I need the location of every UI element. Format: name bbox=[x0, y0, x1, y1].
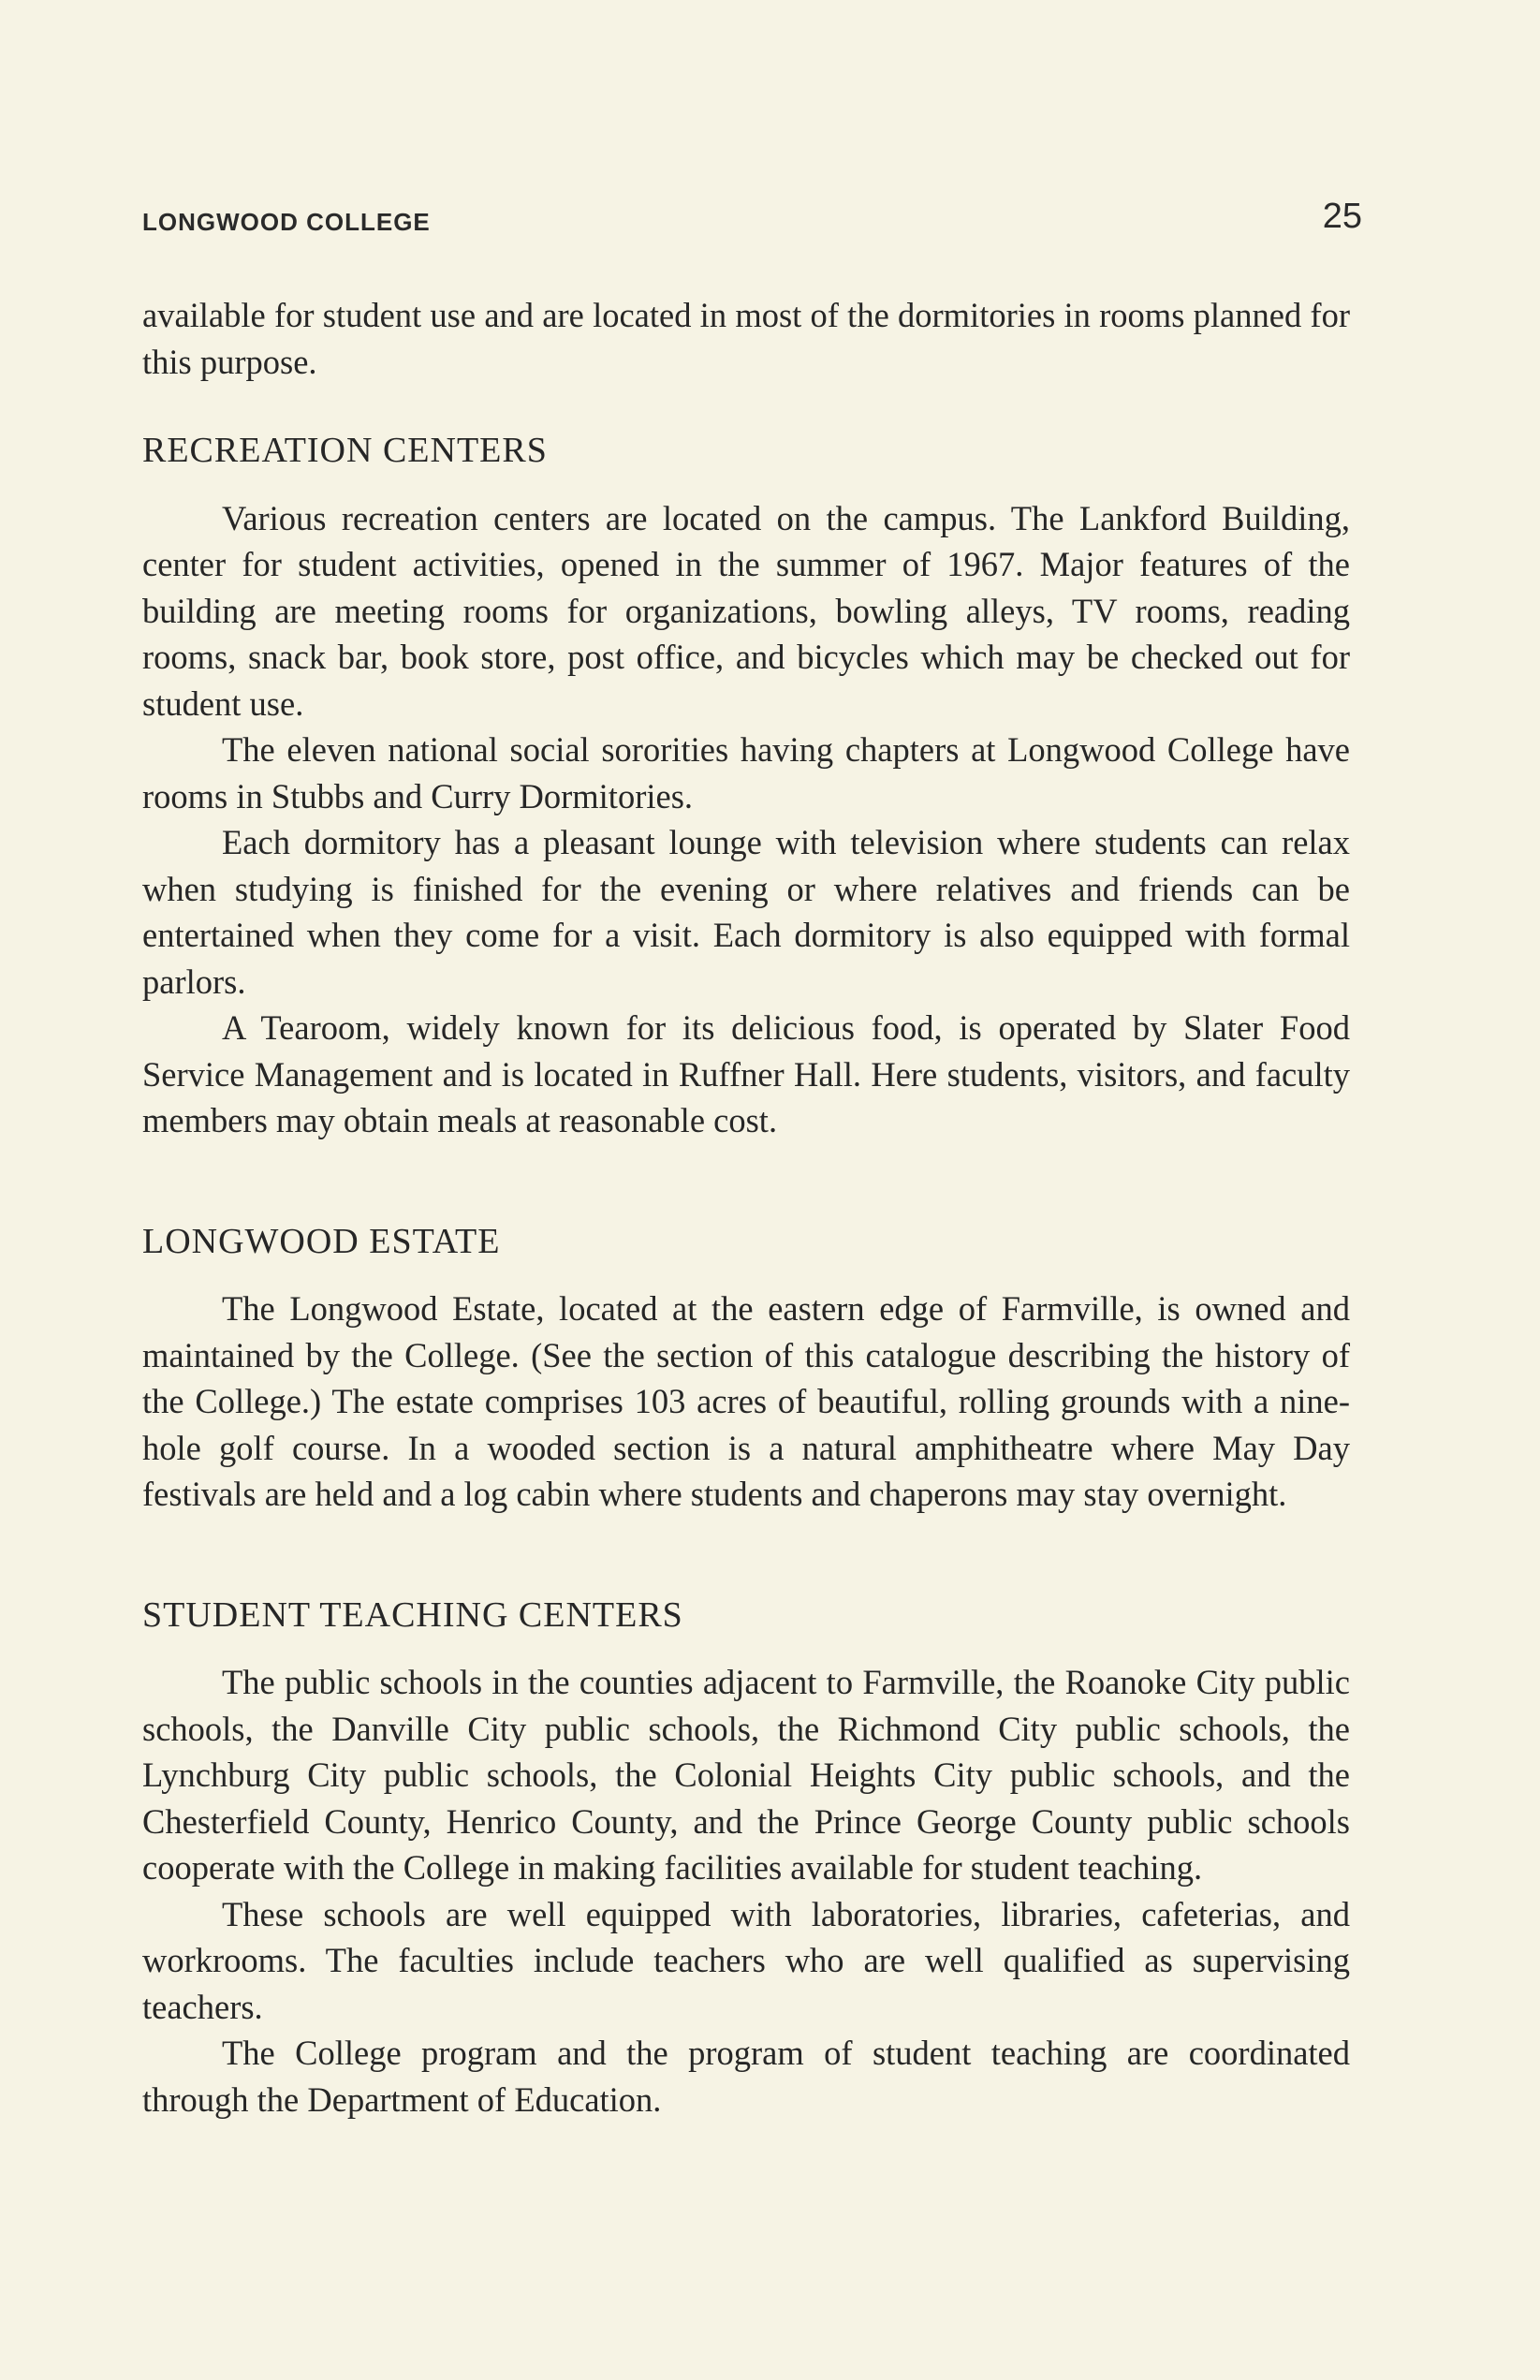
paragraph: Each dormitory has a pleasant lounge with television where students can relax when studying is finished for the evening or where relatives and friends can be entertained when they come for a visit. Each dormitory is also equipped with formal parlors. bbox=[142, 823, 1350, 1001]
paragraph: The public schools in the counties adjacent to Farmville, the Roanoke City public schools, the Danville City public schools, the Richmond City public schools, the Lynchburg City public schools, the Colonial Heights City public schools, and the Chesterfield County, Henrico County, and the Prince George County public schools cooperate with the College in making facilities available for student teaching. bbox=[142, 1663, 1350, 1887]
paragraph: The eleven national social sororities having chapters at Longwood College have rooms in Stubbs and Curry Dormitories. bbox=[142, 730, 1350, 815]
paragraph: The College program and the program of student teaching are coordinated through the Department of Education. bbox=[142, 2034, 1350, 2119]
page-body bbox=[142, 292, 1350, 2123]
section-heading-recreation-centers: RECREATION CENTERS bbox=[142, 431, 548, 470]
paragraph: These schools are well equipped with laboratories, libraries, cafeterias, and workrooms. The faculties include teachers who are well qualified as supervising teachers. bbox=[142, 1894, 1350, 2026]
paragraph: The Longwood Estate, located at the eastern edge of Farmville, is owned and maintained by the College. (See the section of this catalogue describing the history of the College.) The estate comprises 103 acres of beautiful, rolling grounds with a nine-hole golf course. In a wooded section is a natural amphitheatre where May Day festivals are held and a log cabin where students and chaperons may stay overnight. bbox=[142, 1289, 1350, 1513]
page-number: 25 bbox=[1322, 197, 1362, 236]
running-head: LONGWOOD COLLEGE bbox=[142, 208, 431, 236]
paragraph: Various recreation centers are located on the campus. The Lankford Building, center for student activities, opened in the summer of 1967. Major features of the building are meeting rooms for organizations, bowling alleys, TV rooms, reading rooms, snack bar, book store, post office, and bicycles which may be checked out for student use. bbox=[142, 498, 1350, 723]
section-heading-student-teaching-centers: STUDENT TEACHING CENTERS bbox=[142, 1594, 683, 1635]
intro-paragraph: available for student use and are located in most of the dormitories in rooms planned for this purpose. bbox=[142, 296, 1350, 381]
section-heading-longwood-estate: LONGWOOD ESTATE bbox=[142, 1221, 501, 1261]
paragraph: A Tearoom, widely known for its delicious food, is operated by Slater Food Service Management and is located in Ruffner Hall. Here students, visitors, and faculty members may obtain meals at reasonable cost. bbox=[142, 1008, 1350, 1139]
